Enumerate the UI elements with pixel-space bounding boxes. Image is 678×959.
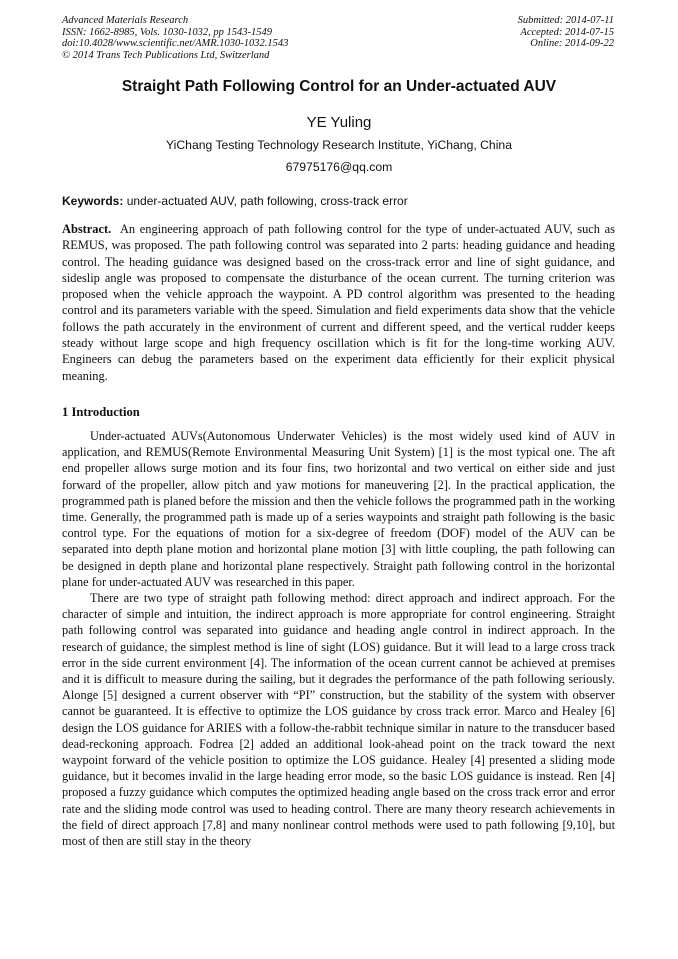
journal-info	[62, 15, 288, 61]
keywords-label: Keywords:	[62, 194, 124, 208]
author-email: 67975176@qq.com	[285, 160, 393, 174]
online-date: Online: 2014-09-22	[530, 38, 614, 50]
publication-dates	[518, 15, 614, 50]
section-heading: 1 Introduction	[62, 405, 140, 419]
keywords	[62, 194, 615, 208]
author-affiliation: YiChang Testing Technology Research Institute, YiChang, China	[166, 138, 512, 152]
doi-line: doi:10.4028/www.scientific.net/AMR.1030-1032.1543	[62, 38, 289, 50]
keywords-text: under-actuated AUV, path following, cross-track error	[126, 194, 408, 208]
abstract	[62, 221, 615, 384]
abstract-text: An engineering approach of path following control for the type of under-actuated AUV, such as REMUS, was proposed. The path following control was separated into 2 parts: heading guidance and heading control. The heading guidance was designed based on the cross-track error and line of sight guidance, and sideslip angle was proposed to compensate the disturbance of the ocean current. The turning criterion was proposed when the vehicle approach the waypoint. A PD control algorithm was presented to the heading control and its parameters variable with the speed. Simulation and field experiments data show that the vehicle follows the path accurately in the environment of current and different speed, and the vertical rudder keeps steady without large scope and high frequency oscillation which is fit for the long-time working AUV. Engineers can debug the parameters based on the experiment data efficiently for their explicit physical meaning.	[62, 222, 615, 383]
submitted-date: Submitted: 2014-07-11	[517, 15, 614, 26]
paper-title: Straight Path Following Control for an Under-actuated AUV	[121, 78, 557, 95]
intro-paragraph: Under-actuated AUVs(Autonomous Underwater Vehicles) is the most widely used kind of AUV in application, and REMUS(Remote Environmental Measuring Unit System) [1] is the most typical one. The aft end propeller allows surge motion and its four fins, two horizontal and two vertical on either side and just forward of the propeller, allow pitch and yaw motions for maneuvering [2]. In the practical application, the programmed path is planed before the mission and then the vehicle follows the programmed path in the working time. Generally, the programmed path is made up of a series waypoints and straight path following is the basic control type. For the equations of motion for a six-degree of freedom (DOF) model of the AUV can be separated into depth plane motion and horizontal plane motion [3] with little coupling, the path following can be designed in depth plane and horizontal plane respectively. Straight path following control in the horizontal plane for under-actuated AUV was researched in this paper.	[62, 429, 615, 589]
author-name: YE Yuling	[306, 114, 372, 131]
copyright-line: © 2014 Trans Tech Publications Ltd, Switzerland	[62, 49, 270, 61]
abstract-label: Abstract.	[62, 222, 112, 236]
journal-name: Advanced Materials Research	[62, 15, 189, 26]
accepted-date: Accepted: 2014-07-15	[520, 26, 614, 38]
introduction-body	[62, 428, 615, 849]
intro-paragraph: There are two type of straight path following method: direct approach and indirect approach. For the character of simple and intuition, the indirect approach is more appropriate for control engineering. Straight path following control was separated into guidance and heading angle control in indirect approach. In the research of guidance, the simplest method is line of sight (LOS) guidance. But it will lead to a large cross track error in the side current environment [4]. The information of the ocean current cannot be achieved at premises and it is difficult to measure during the sailing, but it degrades the performance of the path following seriously. Alonge [5] designed a current observer with “PI” construction, but the stability of the system with observer cannot be guaranteed. It is effective to optimize the LOS guidance by cross track error. Marco and Healey [6] design the LOS guidance for ARIES with a follow-the-rabbit technique similar in nature to the transducer based dead-reckoning approach. Fodrea [2] added an additional look-ahead point on the track toward the next waypoint forward of the vehicle position to optimize the LOS guidance. Healey [4] presented a sliding mode guidance, but it becomes invalid in the large heading error mode, so the basic LOS guidance is instead. Ren [4] proposed a fuzzy guidance which computes the optimized heading angle based on the cross track error and error rate and the sliding mode control was used to heading control. There are many theory research achievements in the field of direct approach [7,8] and many nonlinear control methods were used to path following [9,10], but most of then are still stay in the theory	[62, 591, 615, 849]
issn-line: ISSN: 1662-8985, Vols. 1030-1032, pp 1543-1549	[62, 26, 272, 38]
